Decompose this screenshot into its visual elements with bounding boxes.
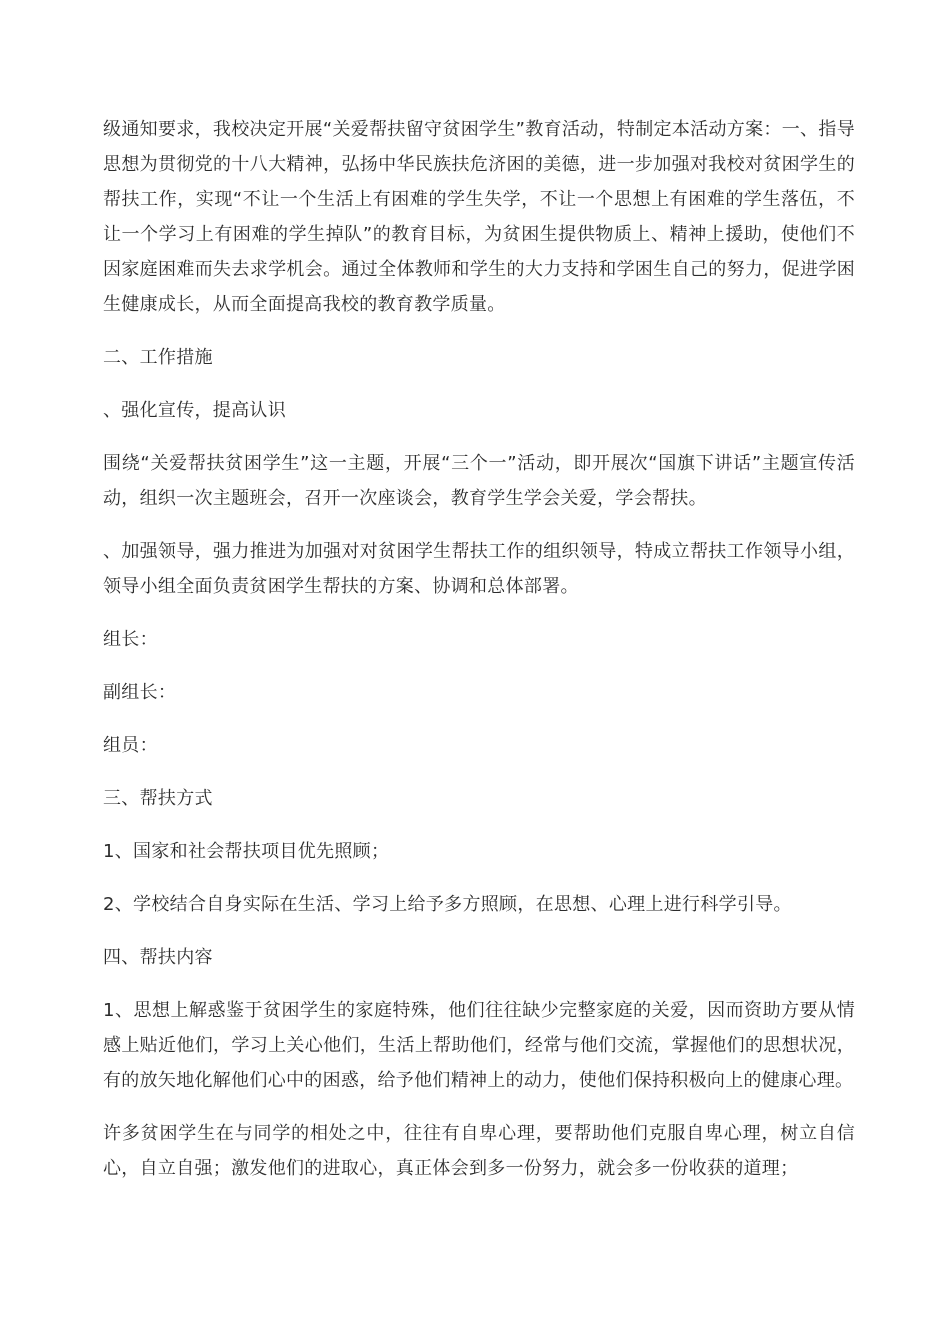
heading-assistance-methods: 三、帮扶方式 bbox=[103, 788, 213, 809]
line-deputy-leader: 副组长： bbox=[103, 682, 177, 703]
line-group-leader: 组长： bbox=[103, 629, 158, 650]
list-item-content-1: 1、思想上解惑鉴于贫困学生的家庭特殊，他们往往缺少完整家庭的关爱，因而资助方要从情感上贴近他们，学习上关心他们，生活上帮助他们，经常与他们交流，掌握他们的思想状况，有的放矢地化解他们心中的困惑，给予他们精神上的动力，使他们保持积极向上的健康心理。 bbox=[103, 1000, 855, 1091]
subheading-publicity: 、强化宣传，提高认识 bbox=[103, 400, 286, 421]
line-members: 组员： bbox=[103, 735, 158, 756]
list-item-method-2: 2、学校结合自身实际在生活、学习上给予多方照顾，在思想、心理上进行科学引导。 bbox=[103, 894, 792, 915]
paragraph-leadership: 、加强领导，强力推进为加强对对贫困学生帮扶工作的组织领导，特成立帮扶工作领导小组，领导小组全面负责贫困学生帮扶的方案、协调和总体部署。 bbox=[103, 541, 855, 597]
heading-work-measures: 二、工作措施 bbox=[103, 347, 213, 368]
heading-assistance-content: 四、帮扶内容 bbox=[103, 947, 213, 968]
list-item-method-1: 1、国家和社会帮扶项目优先照顾； bbox=[103, 841, 390, 862]
document-page bbox=[103, 112, 855, 1204]
paragraph-publicity: 围绕“关爱帮扶贫困学生”这一主题，开展“三个一”活动，即开展次“国旗下讲话”主题宣传活动，组织一次主题班会，召开一次座谈会，教育学生学会关爱，学会帮扶。 bbox=[103, 453, 855, 509]
paragraph-intro: 级通知要求，我校决定开展“关爱帮扶留守贫困学生”教育活动，特制定本活动方案：一、指导思想为贯彻党的十八大精神，弘扬中华民族扶危济困的美德，进一步加强对我校对贫困学生的帮扶工作，实现“不让一个生活上有困难的学生失学，不让一个思想上有困难的学生落伍，不让一个学习上有困难的学生掉队”的教育目标，为贫困生提供物质上、精神上援助，使他们不因家庭困难而失去求学机会。通过全体教师和学生的大力支持和学困生自己的努力，促进学困生健康成长，从而全面提高我校的教育教学质量。 bbox=[103, 119, 855, 315]
paragraph-self-confidence: 许多贫困学生在与同学的相处之中，往往有自卑心理，要帮助他们克服自卑心理，树立自信心，自立自强；激发他们的进取心，真正体会到多一份努力，就会多一份收获的道理； bbox=[103, 1123, 855, 1179]
